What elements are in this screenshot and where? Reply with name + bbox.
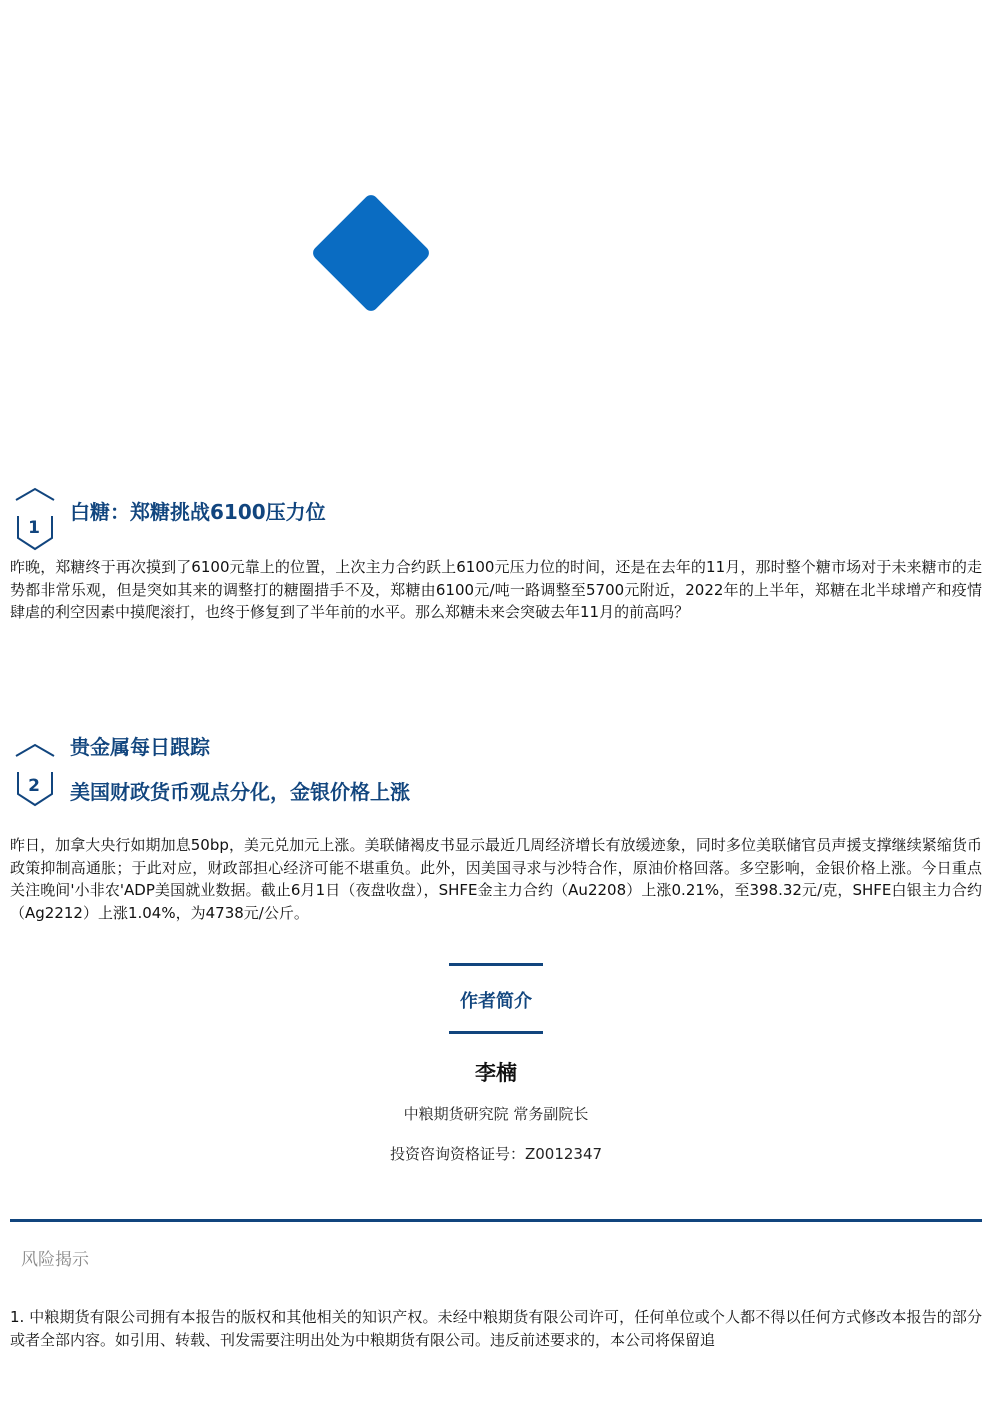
author-top-divider [449,963,543,966]
section-subtitle: 美国财政货币观点分化，金银价格上涨 [70,780,410,804]
section-title: 白糖：郑糖挑战6100压力位 [70,500,326,524]
section-number: 1 [28,518,40,538]
section-divider [10,1219,982,1222]
author-name: 李楠 [475,1061,517,1085]
author-bottom-divider [449,1031,543,1034]
section-title: 贵金属每日跟踪 [70,735,210,759]
risk-heading: 风险揭示 [21,1250,89,1270]
section-number-badge [14,486,56,554]
section-number: 2 [28,776,40,796]
section-number-badge [14,742,56,810]
section-body: 昨日，加拿大央行如期加息50bp，美元兑加元上涨。美联储褐皮书显示最近几周经济增长有放缓迹象，同时多位美联储官员声援支撑继续紧缩货币政策抑制高通胀；于此对应，财政部担心经济可能不堪重负。此外，因美国寻求与沙特合作，原油价格回落。多空影响，金银价格上涨。今日重点关注晚间'小非农'ADP美国就业数据。截止6月1日（夜盘收盘），SHFE金主力合约（Au2208）上涨0.21%，至398.32元/克，SHFE白银主力合约（Ag2212）上涨1.04%，为4738元/公斤。 [10,836,982,922]
risk-item: 1. 中粮期货有限公司拥有本报告的版权和其他相关的知识产权。未经中粮期货有限公司许可，任何单位或个人都不得以任何方式修改本报告的部分或者全部内容。如引用、转载、刊发需要注明出处为中粮期货有限公司。违反前述要求的，本公司将保留追 [10,1308,982,1349]
section-body: 昨晚，郑糖终于再次摸到了6100元靠上的位置，上次主力合约跃上6100元压力位的时间，还是在去年的11月，那时整个糖市场对于未来糖市的走势都非常乐观，但是突如其来的调整打的糖圈措手不及，郑糖由6100元/吨一路调整至5700元附近，2022年的上半年，郑糖在北半球增产和疫情肆虐的利空因素中摸爬滚打，也终于修复到了半年前的水平。那么郑糖未来会突破去年11月的前高吗？ [10,558,982,621]
author-heading: 作者简介 [460,991,532,1012]
diamond-logo-icon [310,192,432,314]
author-license: 投资咨询资格证号：Z0012347 [389,1145,603,1163]
author-position: 中粮期货研究院 常务副院长 [403,1105,589,1123]
